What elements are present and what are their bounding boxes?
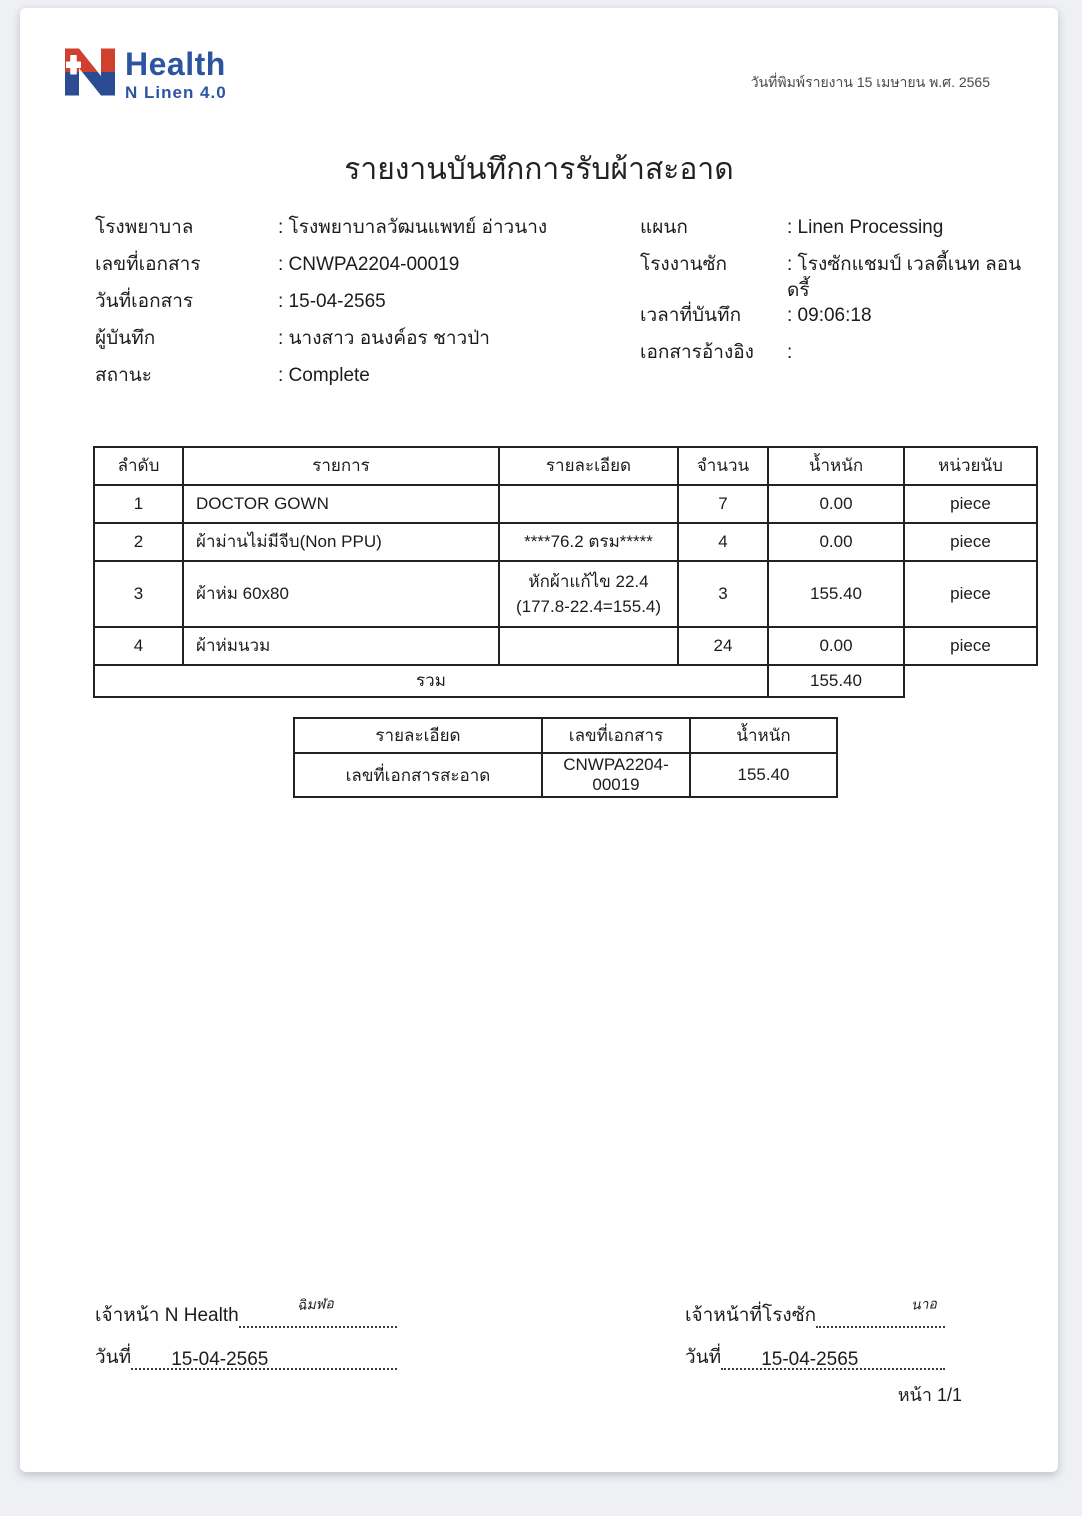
signature-dotted-line <box>816 1286 945 1328</box>
total-void-cell <box>904 665 1037 697</box>
info-label: เวลาที่บันทึก <box>640 305 742 327</box>
summary-cell-detail: เลขที่เอกสารสะอาด <box>294 753 542 797</box>
info-label: โรงงานซัก <box>640 254 728 275</box>
cell-item: DOCTOR GOWN <box>183 485 499 523</box>
signature-date-value: 15-04-2565 <box>761 1349 859 1371</box>
report-print-date: วันที่พิมพ์รายงาน 15 เมษายน พ.ศ. 2565 <box>750 74 990 90</box>
column-header-detail: รายละเอียด <box>499 447 678 485</box>
total-label: รวม <box>94 665 768 697</box>
info-label: แผนก <box>640 217 688 238</box>
column-header-no: ลำดับ <box>94 447 183 485</box>
info-value: : โรงพยาบาลวัฒนแพทย์ อ่าวนาง <box>278 217 548 238</box>
info-row-doc-number <box>95 252 615 289</box>
cell-qty: 7 <box>678 485 768 523</box>
cell-weight: 155.40 <box>768 561 904 627</box>
cell-qty: 24 <box>678 627 768 665</box>
signature-line <box>685 1286 945 1328</box>
info-row-record-time <box>640 303 1040 340</box>
info-value: : 15-04-2565 <box>278 291 386 312</box>
cell-unit: piece <box>904 561 1037 627</box>
info-label: สถานะ <box>95 365 152 386</box>
date-label: วันที่ <box>95 1347 132 1369</box>
cell-qty: 4 <box>678 523 768 561</box>
info-label: วันที่เอกสาร <box>95 291 194 312</box>
info-row-department <box>640 215 1040 252</box>
logo-product-name: N Linen 4.0 <box>125 82 227 102</box>
cell-detail: ****76.2 ตรม***** <box>499 523 678 561</box>
summary-col-docno: เลขที่เอกสาร <box>542 718 690 753</box>
handwritten-signature: ฉิมฬอ <box>296 1295 334 1313</box>
info-column-right <box>640 215 1040 377</box>
info-label: เลขที่เอกสาร <box>95 254 201 275</box>
cell-weight: 0.00 <box>768 523 904 561</box>
info-value: : <box>787 342 793 364</box>
info-label: โรงพยาบาล <box>95 217 194 238</box>
info-row-reference-doc <box>640 340 1040 377</box>
items-table <box>93 446 1038 698</box>
cell-detail <box>499 485 678 523</box>
detail-line-1: หักผ้าแก้ไข 22.4 <box>528 571 649 591</box>
cell-unit: piece <box>904 485 1037 523</box>
info-label: ผู้บันทึก <box>95 328 156 349</box>
signature-date-line <box>685 1328 945 1370</box>
cell-unit: piece <box>904 627 1037 665</box>
cell-item: ผ้าห่มนวม <box>183 627 499 665</box>
info-label: เอกสารอ้างอิง <box>640 342 754 364</box>
info-row-laundry-plant <box>640 252 1040 303</box>
cell-weight: 0.00 <box>768 627 904 665</box>
cell-weight: 0.00 <box>768 485 904 523</box>
cell-item: ผ้าห่ม 60x80 <box>183 561 499 627</box>
cell-qty: 3 <box>678 561 768 627</box>
signature-block-nhealth <box>95 1286 397 1370</box>
logo-text <box>125 48 227 103</box>
info-row-hospital <box>95 215 615 252</box>
logo-brand-name: Health <box>125 46 226 82</box>
info-value: : CNWPA2204-00019 <box>278 254 460 275</box>
date-dotted-line <box>721 1328 945 1370</box>
column-header-unit: หน่วยนับ <box>904 447 1037 485</box>
info-value: : โรงซักแชมป์ เวลตี้เนท ลอนดรี้ <box>787 254 1022 301</box>
nhealth-logo <box>65 48 227 103</box>
info-row-doc-date <box>95 289 615 326</box>
cell-detail <box>499 627 678 665</box>
total-row <box>94 665 1037 697</box>
info-column-left <box>95 215 615 400</box>
summary-col-weight: น้ำหนัก <box>690 718 837 753</box>
document-page <box>20 8 1058 1472</box>
items-table-header-row <box>94 447 1037 485</box>
status-value: : Complete <box>278 365 370 386</box>
total-weight: 155.40 <box>768 665 904 697</box>
cell-item: ผ้าม่านไม่มีจีบ(Non PPU) <box>183 523 499 561</box>
page-number: หน้า 1/1 <box>897 1385 962 1405</box>
cell-no: 3 <box>94 561 183 627</box>
n-health-cross-flag-icon <box>65 48 115 96</box>
date-label: วันที่ <box>685 1347 722 1369</box>
signature-block-laundry <box>685 1286 945 1370</box>
cell-unit: piece <box>904 523 1037 561</box>
info-value: : นางสาว อนงค์อร ชาวป่า <box>278 328 490 349</box>
signature-dotted-line <box>239 1286 397 1328</box>
detail-line-2: (177.8-22.4=155.4) <box>515 597 662 616</box>
cell-no: 4 <box>94 627 183 665</box>
summary-cell-docno: CNWPA2204-00019 <box>542 753 690 797</box>
table-row <box>94 561 1037 627</box>
column-header-qty: จำนวน <box>678 447 768 485</box>
signature-line <box>95 1286 397 1328</box>
table-row <box>94 523 1037 561</box>
date-dotted-line <box>131 1328 397 1370</box>
summary-col-detail: รายละเอียด <box>294 718 542 753</box>
column-header-weight: น้ำหนัก <box>768 447 904 485</box>
info-value: : Linen Processing <box>787 217 944 238</box>
info-row-status <box>95 363 615 400</box>
table-row <box>94 627 1037 665</box>
cell-no: 2 <box>94 523 183 561</box>
signature-label: เจ้าหน้า N Health <box>95 1305 239 1327</box>
summary-header-row <box>294 718 837 753</box>
signature-date-line <box>95 1328 397 1370</box>
cell-detail <box>499 561 678 627</box>
page-title: รายงานบันทึกการรับผ้าสะอาด <box>344 153 734 186</box>
summary-cell-weight: 155.40 <box>690 753 837 797</box>
info-value: : 09:06:18 <box>787 305 872 327</box>
signature-label: เจ้าหน้าที่โรงซัก <box>685 1305 817 1327</box>
cell-no: 1 <box>94 485 183 523</box>
info-row-recorder <box>95 326 615 363</box>
table-row <box>94 485 1037 523</box>
handwritten-signature: นาอ <box>910 1295 938 1313</box>
summary-row <box>294 753 837 797</box>
signature-date-value: 15-04-2565 <box>171 1349 269 1371</box>
summary-table <box>293 717 838 798</box>
column-header-item: รายการ <box>183 447 499 485</box>
